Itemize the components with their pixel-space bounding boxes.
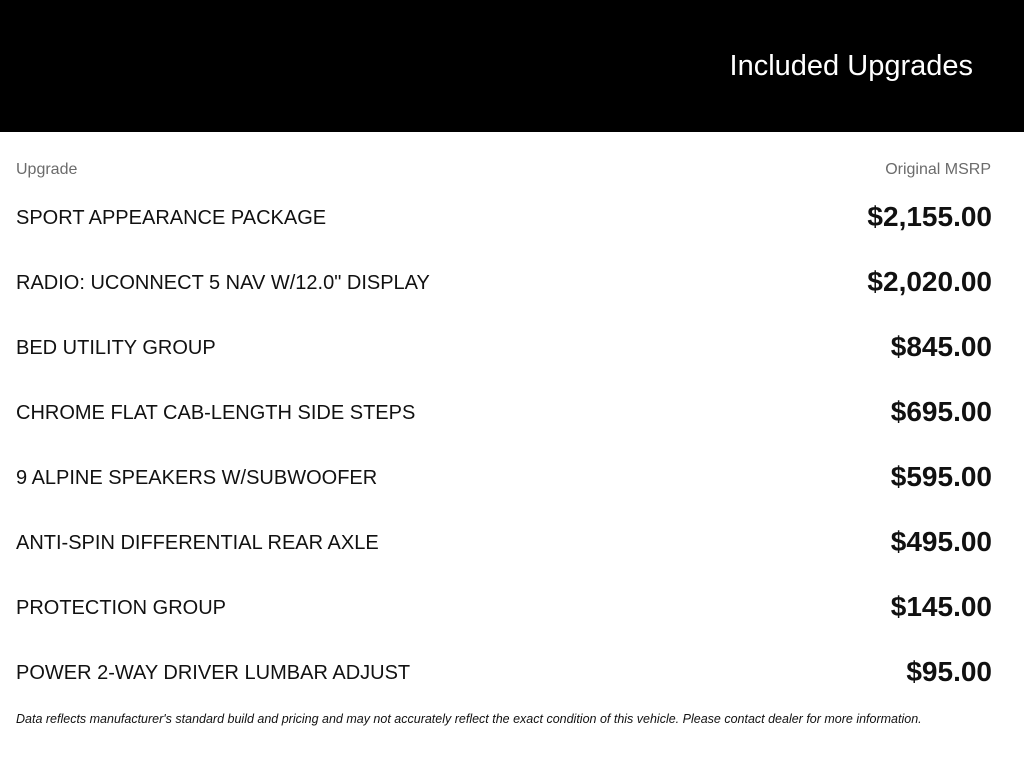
header-banner xyxy=(0,0,1024,132)
column-header-msrp: Original MSRP xyxy=(885,161,991,178)
upgrade-price: $2,020.00 xyxy=(867,266,992,297)
upgrade-price: $2,155.00 xyxy=(867,201,992,232)
upgrade-name: POWER 2-WAY DRIVER LUMBAR ADJUST xyxy=(16,662,411,684)
upgrade-price: $695.00 xyxy=(890,396,992,427)
upgrade-name: RADIO: UCONNECT 5 NAV W/12.0" DISPLAY xyxy=(16,272,430,294)
disclaimer-text: Data reflects manufacturer's standard build and pricing and may not accurately reflect the exact condition of this vehicle. Please contact dealer for more information. xyxy=(16,712,922,726)
upgrade-price: $145.00 xyxy=(890,591,992,622)
upgrade-row xyxy=(0,445,1024,510)
upgrade-price: $495.00 xyxy=(890,526,992,557)
upgrade-row xyxy=(0,640,1024,705)
upgrade-row xyxy=(0,575,1024,640)
upgrade-name: CHROME FLAT CAB-LENGTH SIDE STEPS xyxy=(16,402,416,424)
page-title: Included Upgrades xyxy=(729,50,973,82)
upgrade-row xyxy=(0,315,1024,380)
upgrade-name: PROTECTION GROUP xyxy=(16,597,227,619)
upgrade-row xyxy=(0,250,1024,315)
upgrade-name: ANTI-SPIN DIFFERENTIAL REAR AXLE xyxy=(16,532,379,554)
upgrade-price: $595.00 xyxy=(890,461,992,492)
column-header-upgrade: Upgrade xyxy=(16,161,78,178)
upgrade-price: $95.00 xyxy=(906,656,992,687)
upgrade-name: BED UTILITY GROUP xyxy=(16,337,216,359)
upgrade-row xyxy=(0,380,1024,445)
upgrade-name: SPORT APPEARANCE PACKAGE xyxy=(16,207,327,229)
upgrade-row xyxy=(0,510,1024,575)
upgrade-price: $845.00 xyxy=(890,331,992,362)
upgrade-row xyxy=(0,185,1024,250)
upgrades-list xyxy=(0,185,1024,705)
upgrade-name: 9 ALPINE SPEAKERS W/SUBWOOFER xyxy=(16,467,378,489)
